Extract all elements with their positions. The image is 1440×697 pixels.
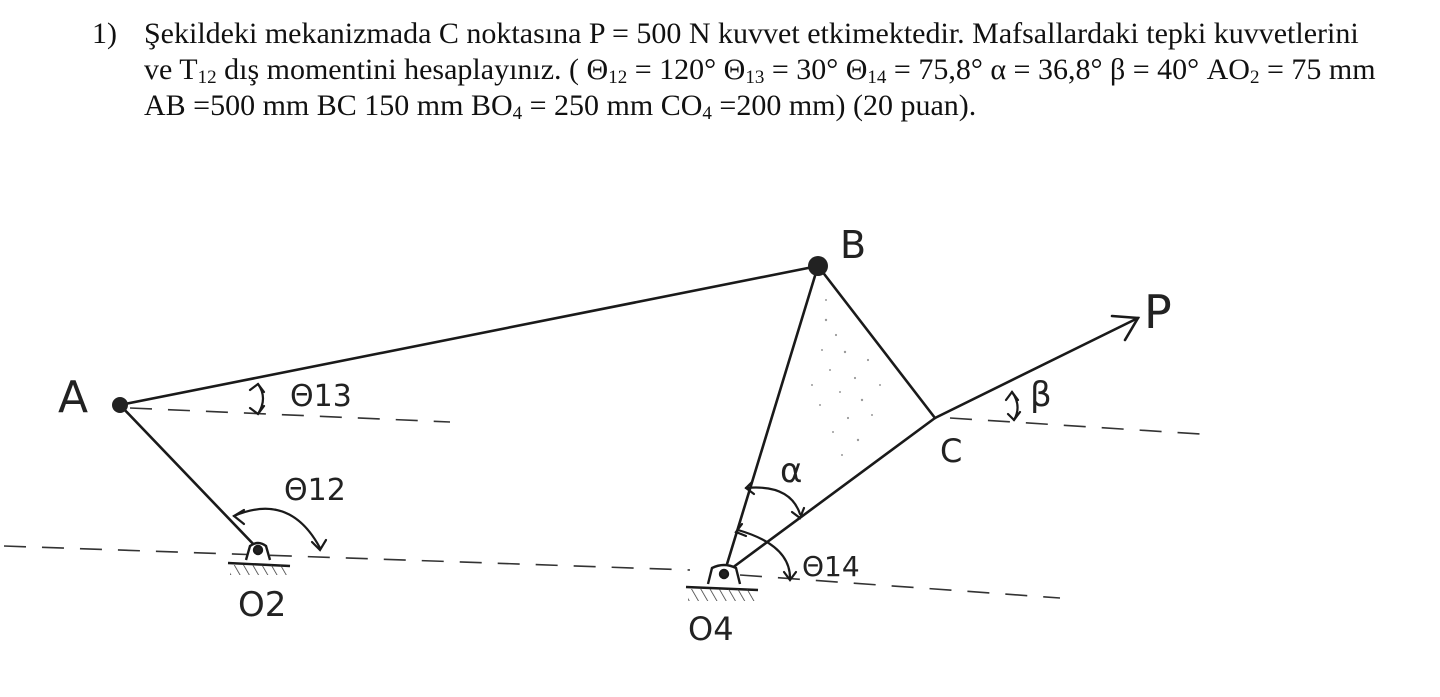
diagram-labels: [58, 223, 1172, 648]
alpha-arc: [746, 488, 800, 514]
c-horizontal-reference-line: [950, 418, 1200, 434]
subscript: 13: [745, 67, 765, 88]
label-alpha: α: [780, 451, 803, 491]
joint-a: [112, 397, 128, 413]
statement-text: =200 mm) (20 puan).: [711, 89, 977, 122]
statement-text: = 30° Θ: [764, 53, 868, 86]
subscript: 2: [1249, 67, 1260, 88]
label-a: A: [58, 372, 89, 423]
label-theta14: Θ14: [802, 550, 860, 583]
problem-number: 1): [92, 17, 117, 50]
statement-text: Şekildeki mekanizmada C noktasına P = 500 N kuvvet etkimektedir. Mafsallardaki tepki kuvvetlerini ve T: [144, 17, 1359, 86]
statement-text: = 120° Θ: [627, 53, 746, 86]
link-bc: [818, 266, 935, 418]
label-o4: O4: [688, 610, 734, 648]
subscript: 12: [608, 67, 628, 88]
label-c: C: [940, 432, 963, 470]
theta12-arc: [234, 509, 320, 548]
label-b: B: [840, 223, 867, 267]
ground-reference-line: [4, 546, 690, 570]
theta14-arc: [738, 530, 790, 578]
subscript: 12: [197, 67, 217, 88]
label-theta13: Θ13: [290, 379, 352, 414]
label-o2: O2: [238, 585, 287, 625]
link-ao2: [120, 405, 258, 549]
reference-lines: [4, 408, 1200, 598]
statement-text: = 250 mm CO: [522, 89, 703, 122]
subscript: 4: [512, 103, 523, 124]
ground-pivot-o2: [228, 543, 290, 575]
joint-b: [808, 256, 828, 276]
subscript: 4: [702, 103, 712, 124]
statement-text: dış momentini hesaplayınız. ( Θ: [216, 53, 609, 86]
link-shading: [811, 299, 881, 456]
label-beta: β: [1030, 375, 1052, 415]
statement-text: = 75,8° α = 36,8° β = 40° AO: [886, 53, 1250, 86]
ground-pivot-o4: [686, 565, 758, 601]
link-ab: [120, 266, 818, 405]
angle-markers: [234, 384, 1020, 580]
statement-text: = 75 mm AB =500 mm BC 150 mm BO: [144, 53, 1376, 122]
label-p: P: [1144, 285, 1172, 339]
mechanism-links: [120, 266, 935, 574]
subscript: 14: [867, 67, 887, 88]
label-theta12: Θ12: [284, 473, 346, 508]
